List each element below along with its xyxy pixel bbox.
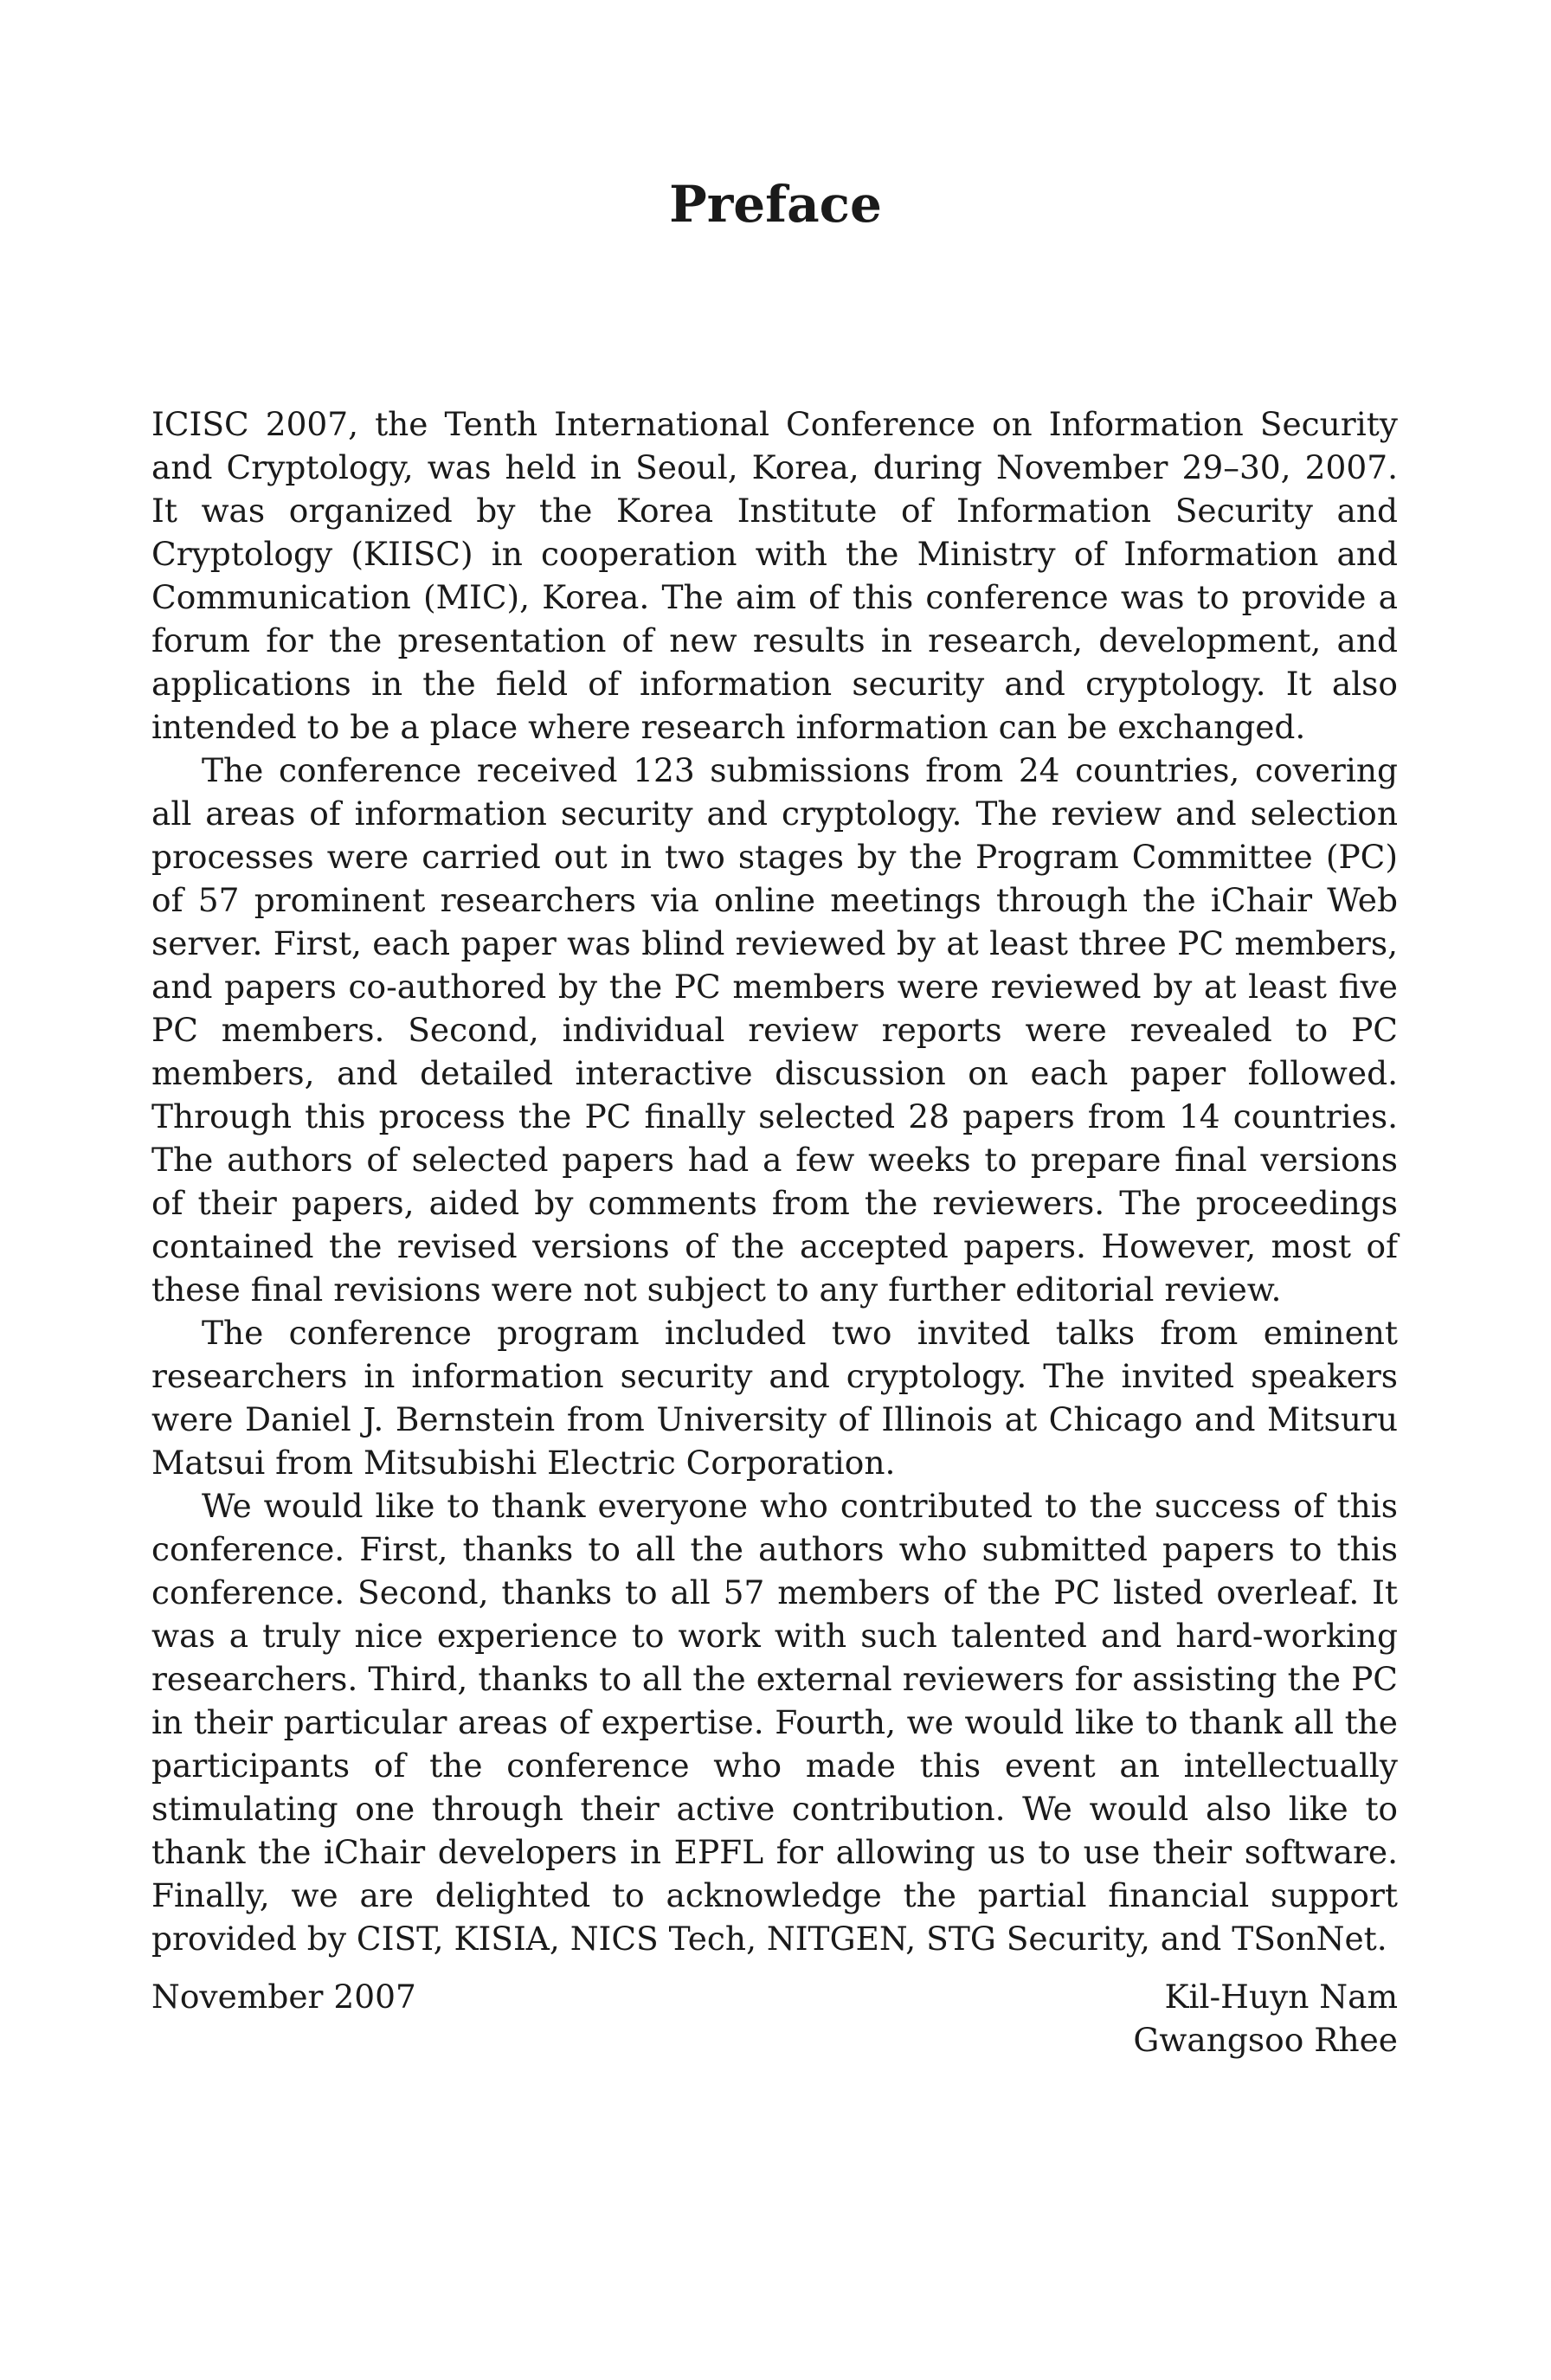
- paragraph-invited-talks: The conference program included two invited talks from eminent researchers in information security and cryptology. The invited speakers were Daniel J. Bernstein from University of Illinois at Chicago and Mitsuru Matsui from Mitsubishi Electric Corporation.: [151, 1314, 1398, 1482]
- page-title: Preface: [669, 175, 882, 234]
- signatory-name: Kil-Huyn Nam: [1164, 1978, 1398, 2016]
- paragraph-intro: ICISC 2007, the Tenth International Conference on Information Security and Cryptology, was held in Seoul, Korea, during November 29–30, 2007. It was organized by the Korea Institute of Information Security and Cryptology (KIISC) in cooperation with the Ministry of Information and Communication (MIC), Korea. The aim of this conference was to provide a forum for the presentation of new results in research, development, and applications in the field of information security and cryptology. It also intended to be a place where research information can be exchanged.: [151, 405, 1398, 746]
- preface-body: [151, 402, 1398, 1960]
- signature-block: [1133, 1975, 1398, 2062]
- paragraph-submissions: The conference received 123 submissions from 24 countries, covering all areas of information security and cryptology. The review and selection processes were carried out in two stages by the Program Committee (PC) of 57 prominent researchers via online meetings through the iChair Web server. First, each paper was blind reviewed by at least three PC members, and papers co-authored by the PC members were reviewed by at least five PC members. Second, individual review reports were revealed to PC members, and detailed interactive discussion on each paper followed. Through this process the PC finally selected 28 papers from 14 countries. The authors of selected papers had a few weeks to prepare final versions of their papers, aided by comments from the reviewers. The proceedings contained the revised versions of the accepted papers. However, most of these final revisions were not subject to any further editorial review.: [151, 751, 1398, 1309]
- signatory-name: Gwangsoo Rhee: [1133, 2021, 1398, 2059]
- preface-date: November 2007: [151, 1978, 416, 2016]
- paragraph-acknowledgements: We would like to thank everyone who contributed to the success of this conference. First, thanks to all the authors who submitted papers to this conference. Second, thanks to all 57 members of the PC listed overleaf. It was a truly nice experience to work with such talented and hard-working researchers. Third, thanks to all the external reviewers for assisting the PC in their particular areas of expertise. Fourth, we would like to thank all the participants of the conference who made this event an intellectually stimulating one through their active contribution. We would also like to thank the iChair developers in EPFL for allowing us to use their software. Finally, we are delighted to acknowledge the partial financial support provided by CIST, KISIA, NICS Tech, NITGEN, STG Security, and TSonNet.: [151, 1487, 1398, 1958]
